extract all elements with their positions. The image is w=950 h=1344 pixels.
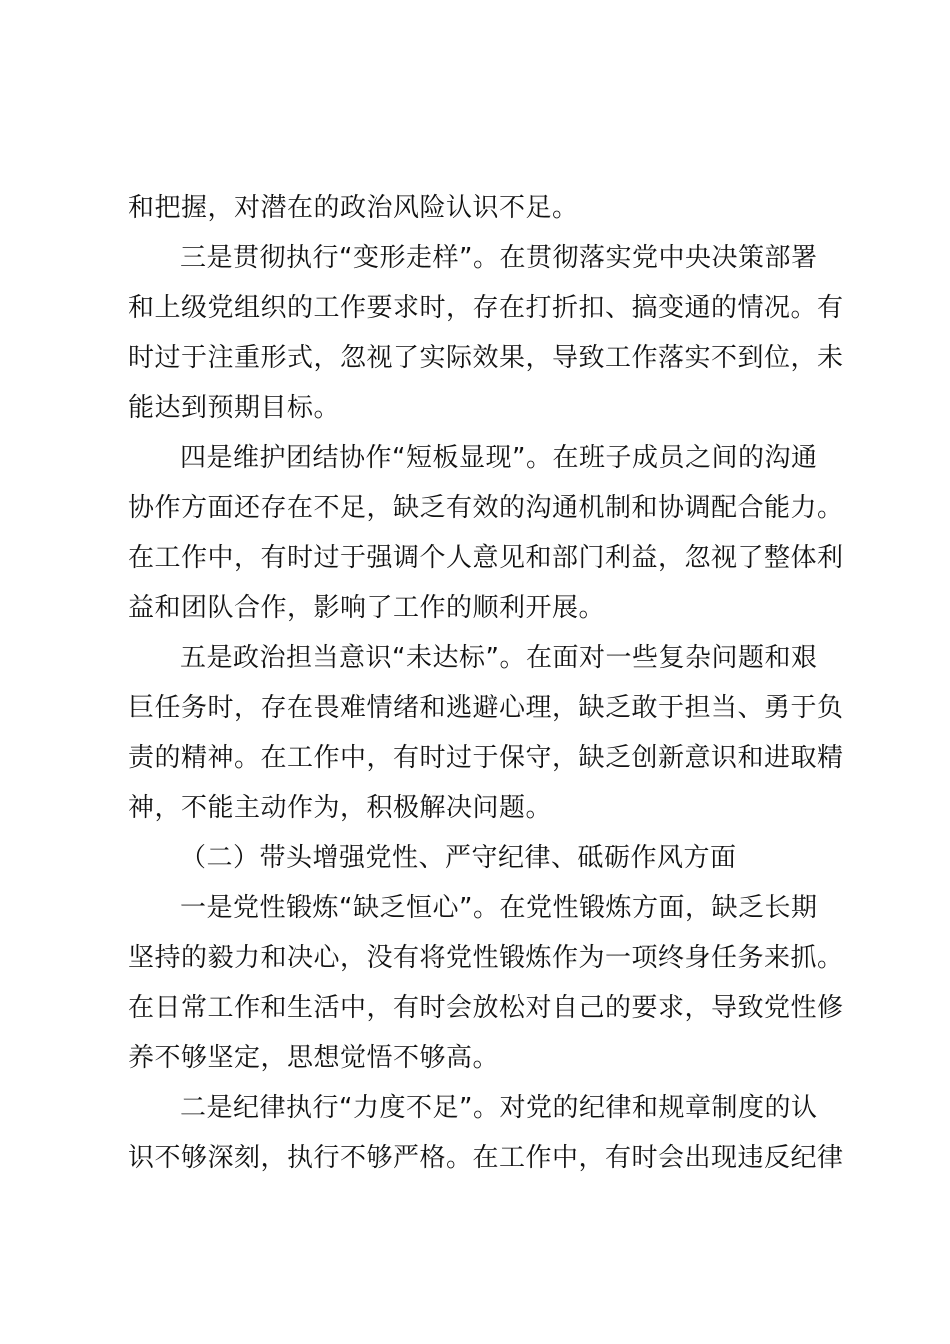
- paragraph-start-line: 二是纪律执行“力度不足”。对党的纪律和规章制度的认: [180, 1093, 818, 1123]
- text-line: 在工作中，有时过于强调个人意见和部门利益，忽视了整体利: [128, 543, 844, 573]
- text-line: 识不够深刻，执行不够严格。在工作中，有时会出现违反纪律: [128, 1143, 844, 1173]
- paragraph-start-line: 四是维护团结协作“短板显现”。在班子成员之间的沟通: [180, 443, 818, 473]
- text-line: 益和团队合作，影响了工作的顺利开展。: [128, 593, 606, 623]
- text-line: 神，不能主动作为，积极解决问题。: [128, 793, 553, 823]
- text-line: 协作方面还存在不足，缺乏有效的沟通机制和协调配合能力。: [128, 493, 844, 523]
- text-line: 巨任务时，存在畏难情绪和逃避心理，缺乏敢于担当、勇于负: [128, 693, 844, 723]
- text-line: 养不够坚定，思想觉悟不够高。: [128, 1043, 500, 1073]
- paragraph-start-line: 一是党性锻炼“缺乏恒心”。在党性锻炼方面，缺乏长期: [180, 893, 818, 923]
- document-body: [128, 183, 844, 1183]
- text-line: 在日常工作和生活中，有时会放松对自己的要求，导致党性修: [128, 993, 844, 1023]
- section-heading: （二）带头增强党性、严守纪律、砥砺作风方面: [180, 843, 737, 873]
- text-line: 责的精神。在工作中，有时过于保守，缺乏创新意识和进取精: [128, 743, 844, 773]
- paragraph-start-line: 五是政治担当意识“未达标”。在面对一些复杂问题和艰: [180, 643, 818, 673]
- text-line: 和上级党组织的工作要求时，存在打折扣、搞变通的情况。有: [128, 293, 844, 323]
- text-line: 坚持的毅力和决心，没有将党性锻炼作为一项终身任务来抓。: [128, 943, 844, 973]
- text-line: 和把握，对潜在的政治风险认识不足。: [128, 193, 579, 223]
- paragraph-start-line: 三是贯彻执行“变形走样”。在贯彻落实党中央决策部署: [180, 243, 818, 273]
- text-line: 能达到预期目标。: [128, 393, 341, 423]
- text-line: 时过于注重形式，忽视了实际效果，导致工作落实不到位，未: [128, 343, 844, 373]
